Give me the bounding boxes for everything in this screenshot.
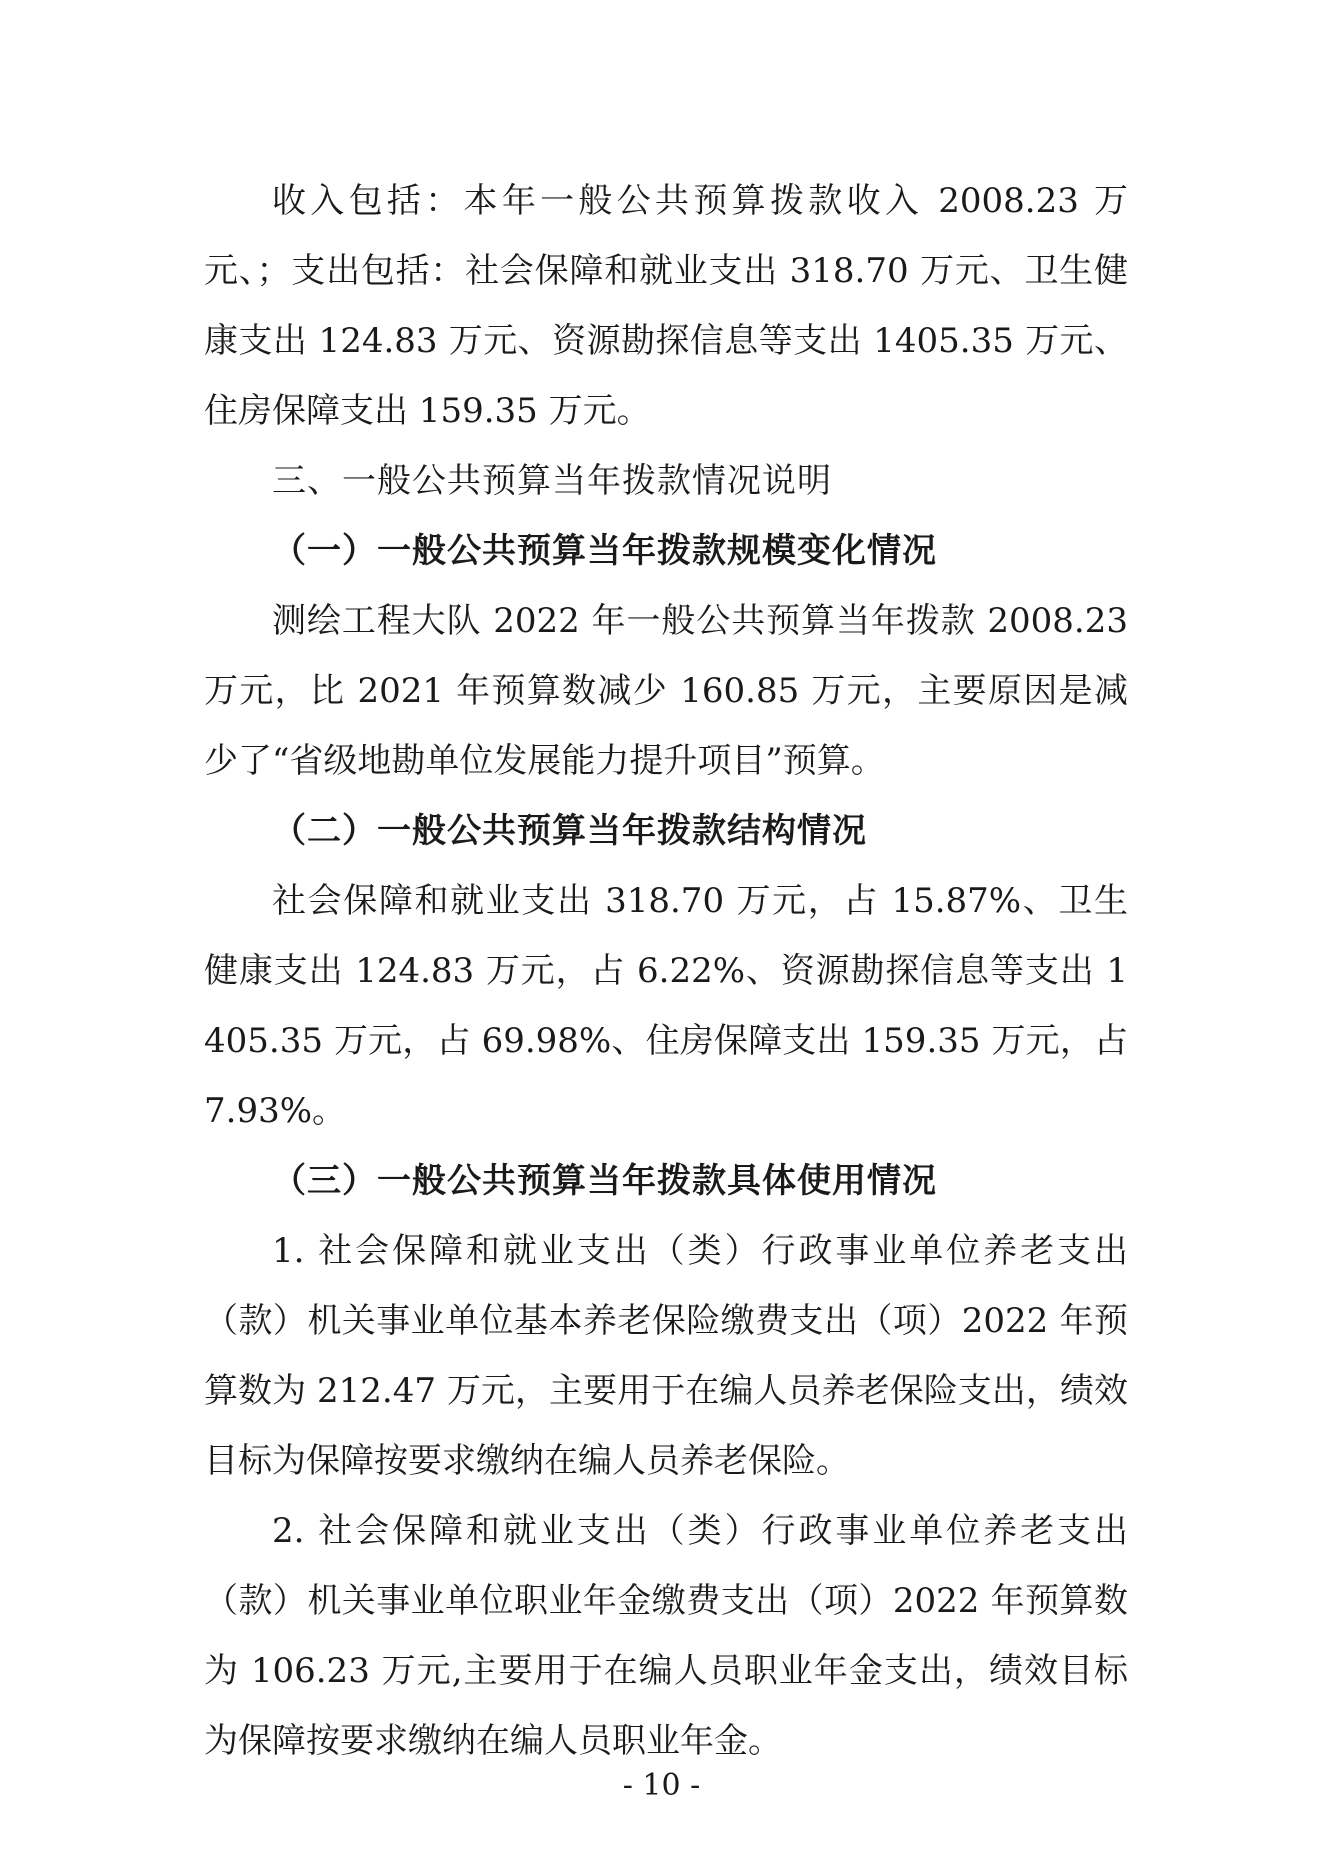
- subsection-2-heading: （二）一般公共预算当年拨款结构情况: [272, 811, 867, 851]
- section-3-heading: 三、一般公共预算当年拨款情况说明: [272, 461, 832, 501]
- subsection-2-text: 社会保障和就业支出 318.70 万元，占 15.87%、卫生健康支出 124.83 万元，占 6.22%、资源勘探信息等支出 1405.35 万元，占 69.98%、住房保障支出 159.35 万元，占 7.93%。: [204, 881, 1128, 1131]
- subsection-1-text: 测绘工程大队 2022 年一般公共预算当年拨款 2008.23 万元，比 2021 年预算数减少 160.85 万元，主要原因是减少了“省级地勘单位发展能力提升项目”预算。: [204, 601, 1128, 781]
- page-number: - 10 -: [622, 1768, 701, 1803]
- subsection-3-heading: （三）一般公共预算当年拨款具体使用情况: [272, 1161, 937, 1201]
- item-1-text: 1. 社会保障和就业支出（类）行政事业单位养老支出（款）机关事业单位基本养老保险缴费支出（项）2022 年预算数为 212.47 万元，主要用于在编人员养老保险支出，绩效目标为保障按要求缴纳在编人员养老保险。: [204, 1231, 1128, 1481]
- paragraph-income-expense: 收入包括：本年一般公共预算拨款收入 2008.23 万元、；支出包括：社会保障和就业支出 318.70 万元、卫生健康支出 124.83 万元、资源勘探信息等支出 1405.35 万元、住房保障支出 159.35 万元。: [204, 181, 1128, 431]
- document-body: [204, 166, 1128, 1776]
- subsection-1-heading: （一）一般公共预算当年拨款规模变化情况: [272, 531, 937, 571]
- item-2-text: 2. 社会保障和就业支出（类）行政事业单位养老支出（款）机关事业单位职业年金缴费支出（项）2022 年预算数为 106.23 万元,主要用于在编人员职业年金支出，绩效目标为保障按要求缴纳在编人员职业年金。: [204, 1511, 1128, 1761]
